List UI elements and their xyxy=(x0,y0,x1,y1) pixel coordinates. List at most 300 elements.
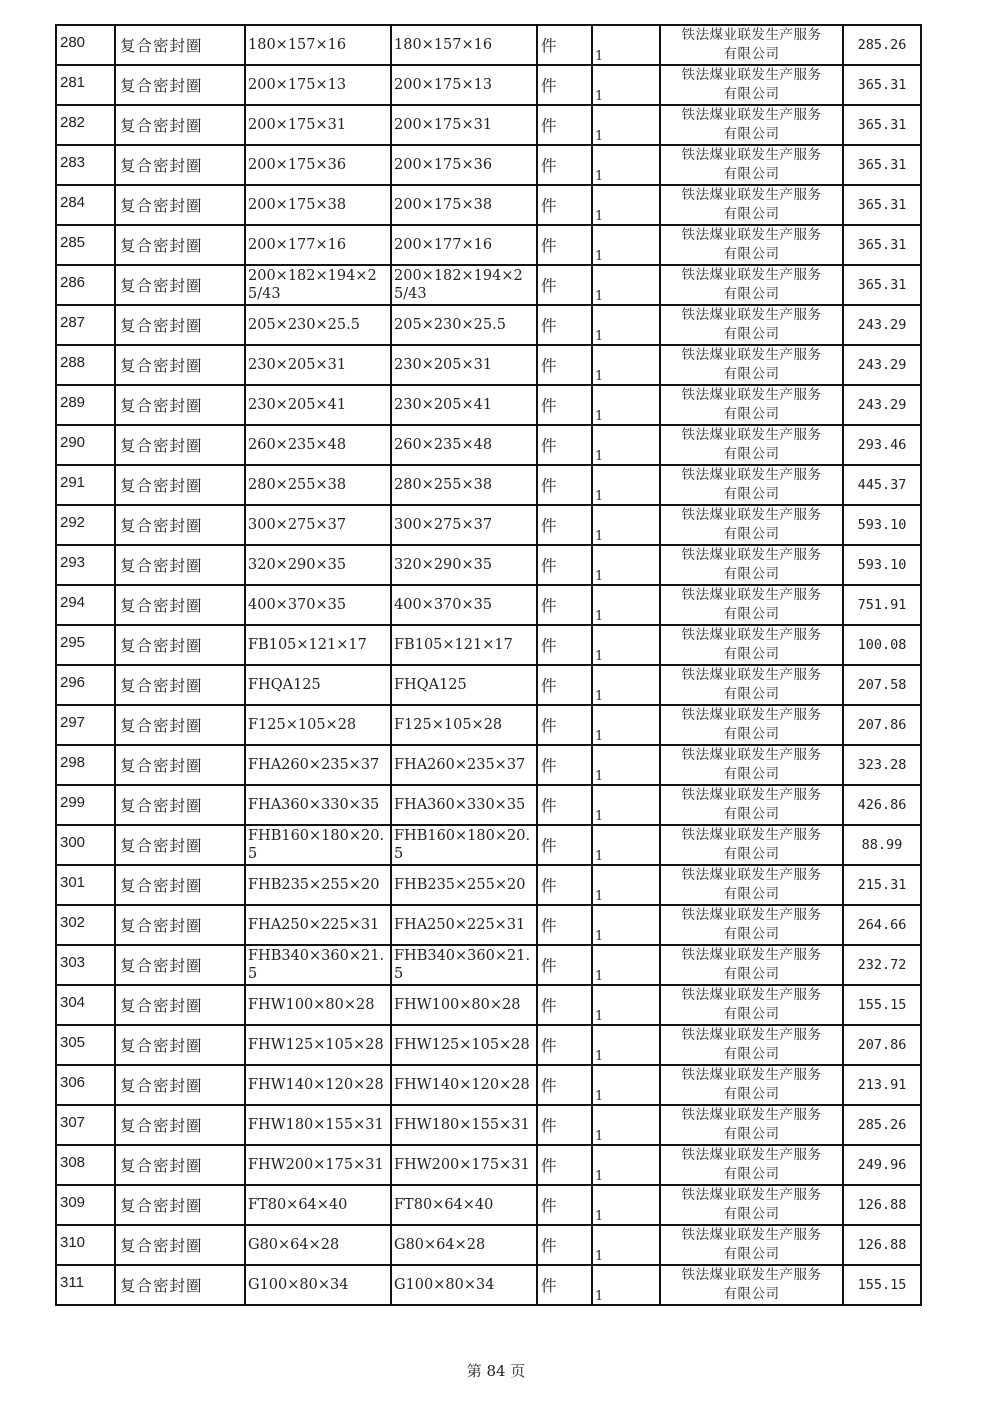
supplier-line-1: 铁法煤业联发生产服务 xyxy=(681,1107,822,1123)
item-unit: 件 xyxy=(541,277,557,295)
row-number-cell xyxy=(56,305,115,345)
unit-cell xyxy=(537,1265,592,1305)
price-cell xyxy=(843,1065,921,1105)
unit-cell xyxy=(537,1025,592,1065)
item-name: 复合密封圈 xyxy=(120,1157,203,1175)
price-cell xyxy=(843,65,921,105)
model-cell xyxy=(391,185,537,225)
supplier-line-1: 铁法煤业联发生产服务 xyxy=(681,1147,822,1163)
item-quantity: 1 xyxy=(595,529,604,544)
supplier-line-1: 铁法煤业联发生产服务 xyxy=(681,1187,822,1203)
supplier-line-2: 有限公司 xyxy=(723,926,780,942)
supplier-line-1: 铁法煤业联发生产服务 xyxy=(681,67,822,83)
item-name-cell xyxy=(115,1105,245,1145)
item-price: 365.31 xyxy=(857,77,907,93)
price-cell xyxy=(843,785,921,825)
row-number-cell xyxy=(56,385,115,425)
row-number: 310 xyxy=(60,1234,86,1251)
price-cell xyxy=(843,1265,921,1305)
item-spec: 180×157×16 xyxy=(248,37,347,53)
item-spec: 200×175×31 xyxy=(248,117,347,133)
supplier-cell xyxy=(660,1145,843,1185)
item-quantity: 1 xyxy=(595,849,604,864)
supplier-cell xyxy=(660,1105,843,1145)
supplier-line-1: 铁法煤业联发生产服务 xyxy=(681,587,822,603)
item-quantity: 1 xyxy=(595,689,604,704)
table-row xyxy=(56,385,921,425)
item-unit: 件 xyxy=(541,157,557,175)
item-name: 复合密封圈 xyxy=(120,437,203,455)
item-model: 200×175×36 xyxy=(394,157,493,173)
quantity-cell xyxy=(592,1065,660,1105)
item-name-cell xyxy=(115,385,245,425)
row-number: 307 xyxy=(60,1114,86,1131)
quantity-cell xyxy=(592,665,660,705)
price-cell xyxy=(843,505,921,545)
item-unit: 件 xyxy=(541,517,557,535)
unit-cell xyxy=(537,385,592,425)
supplier-line-2: 有限公司 xyxy=(723,1046,780,1062)
row-number-cell xyxy=(56,65,115,105)
item-name: 复合密封圈 xyxy=(120,77,203,95)
spec-cell xyxy=(245,1225,391,1265)
item-unit: 件 xyxy=(541,477,557,495)
spec-cell xyxy=(245,425,391,465)
row-number-cell xyxy=(56,265,115,305)
model-cell xyxy=(391,865,537,905)
item-spec: 260×235×48 xyxy=(248,437,347,453)
item-name: 复合密封圈 xyxy=(120,877,203,895)
supplier-line-1: 铁法煤业联发生产服务 xyxy=(681,707,822,723)
spec-cell xyxy=(245,825,391,865)
item-name: 复合密封圈 xyxy=(120,1117,203,1135)
item-price: 365.31 xyxy=(857,117,907,133)
item-name-cell xyxy=(115,225,245,265)
spec-cell xyxy=(245,745,391,785)
item-name: 复合密封圈 xyxy=(120,317,203,335)
supplier-line-1: 铁法煤业联发生产服务 xyxy=(681,747,822,763)
item-quantity: 1 xyxy=(595,809,604,824)
row-number: 281 xyxy=(60,74,86,91)
item-spec: G100×80×34 xyxy=(248,1277,349,1293)
table-row xyxy=(56,945,921,985)
item-name: 复合密封圈 xyxy=(120,597,203,615)
item-spec: F125×105×28 xyxy=(248,717,357,733)
unit-cell xyxy=(537,585,592,625)
item-quantity: 1 xyxy=(595,1289,604,1304)
item-quantity: 1 xyxy=(595,1249,604,1264)
item-name-cell xyxy=(115,145,245,185)
quantity-cell xyxy=(592,1265,660,1305)
supplier-cell xyxy=(660,665,843,705)
quantity-cell xyxy=(592,985,660,1025)
supplier-line-1: 铁法煤业联发生产服务 xyxy=(681,267,822,283)
row-number-cell xyxy=(56,1105,115,1145)
supplier-cell xyxy=(660,1225,843,1265)
item-spec: FHB235×255×20 xyxy=(248,877,380,893)
supplier-line-1: 铁法煤业联发生产服务 xyxy=(681,667,822,683)
model-cell xyxy=(391,945,537,985)
row-number-cell xyxy=(56,945,115,985)
row-number-cell xyxy=(56,665,115,705)
supplier-line-2: 有限公司 xyxy=(723,806,780,822)
quantity-cell xyxy=(592,785,660,825)
model-cell xyxy=(391,305,537,345)
supplier-cell xyxy=(660,385,843,425)
spec-cell xyxy=(245,385,391,425)
supplier-line-1: 铁法煤业联发生产服务 xyxy=(681,947,822,963)
model-cell xyxy=(391,145,537,185)
item-unit: 件 xyxy=(541,1197,557,1215)
item-unit: 件 xyxy=(541,997,557,1015)
row-number-cell xyxy=(56,25,115,65)
item-model: FHW200×175×31 xyxy=(394,1157,530,1173)
unit-cell xyxy=(537,305,592,345)
item-price: 100.08 xyxy=(857,637,907,653)
item-name-cell xyxy=(115,585,245,625)
model-cell xyxy=(391,1185,537,1225)
item-quantity: 1 xyxy=(595,569,604,584)
row-number-cell xyxy=(56,145,115,185)
item-price: 249.96 xyxy=(857,1157,907,1173)
quantity-cell xyxy=(592,105,660,145)
item-model: 200×175×31 xyxy=(394,117,493,133)
supplier-cell xyxy=(660,825,843,865)
unit-cell xyxy=(537,825,592,865)
table-row xyxy=(56,225,921,265)
item-name: 复合密封圈 xyxy=(120,477,203,495)
item-name: 复合密封圈 xyxy=(120,237,203,255)
price-cell xyxy=(843,25,921,65)
price-cell xyxy=(843,825,921,865)
table-row xyxy=(56,65,921,105)
unit-cell xyxy=(537,1185,592,1225)
item-price: 213.91 xyxy=(857,1077,907,1093)
item-quantity: 1 xyxy=(595,969,604,984)
price-cell xyxy=(843,585,921,625)
model-cell xyxy=(391,745,537,785)
supplier-line-1: 铁法煤业联发生产服务 xyxy=(681,787,822,803)
table-row xyxy=(56,25,921,65)
unit-cell xyxy=(537,945,592,985)
quantity-cell xyxy=(592,1145,660,1185)
price-cell xyxy=(843,265,921,305)
spec-cell xyxy=(245,1185,391,1225)
price-cell xyxy=(843,1025,921,1065)
row-number-cell xyxy=(56,1145,115,1185)
model-cell xyxy=(391,1265,537,1305)
item-price: 155.15 xyxy=(857,997,907,1013)
supplier-line-2: 有限公司 xyxy=(723,1206,780,1222)
supplier-cell xyxy=(660,865,843,905)
quantity-cell xyxy=(592,585,660,625)
table-row xyxy=(56,905,921,945)
item-price: 323.28 xyxy=(857,757,907,773)
row-number-cell xyxy=(56,1025,115,1065)
item-model: 320×290×35 xyxy=(394,557,493,573)
item-name: 复合密封圈 xyxy=(120,637,203,655)
item-price: 293.46 xyxy=(857,437,907,453)
supplier-line-1: 铁法煤业联发生产服务 xyxy=(681,1027,822,1043)
item-quantity: 1 xyxy=(595,1209,604,1224)
row-number: 300 xyxy=(60,834,86,851)
supplier-line-1: 铁法煤业联发生产服务 xyxy=(681,427,822,443)
unit-cell xyxy=(537,1225,592,1265)
table-row xyxy=(56,465,921,505)
row-number-cell xyxy=(56,625,115,665)
item-unit: 件 xyxy=(541,837,557,855)
item-price: 126.88 xyxy=(857,1237,907,1253)
table-row xyxy=(56,305,921,345)
quantity-cell xyxy=(592,145,660,185)
item-name-cell xyxy=(115,945,245,985)
item-name-cell xyxy=(115,1065,245,1105)
supplier-line-1: 铁法煤业联发生产服务 xyxy=(681,307,822,323)
supplier-line-2: 有限公司 xyxy=(723,1286,780,1302)
row-number: 304 xyxy=(60,994,86,1011)
table-row xyxy=(56,545,921,585)
price-cell xyxy=(843,625,921,665)
supplier-cell xyxy=(660,545,843,585)
supplier-line-2: 有限公司 xyxy=(723,166,780,182)
item-name: 复合密封圈 xyxy=(120,677,203,695)
price-cell xyxy=(843,185,921,225)
price-cell xyxy=(843,1105,921,1145)
item-unit: 件 xyxy=(541,677,557,695)
item-model: 200×175×13 xyxy=(394,77,493,93)
unit-cell xyxy=(537,785,592,825)
supplier-cell xyxy=(660,1065,843,1105)
supplier-cell xyxy=(660,585,843,625)
supplier-cell xyxy=(660,65,843,105)
item-price: 215.31 xyxy=(857,877,907,893)
spec-cell xyxy=(245,185,391,225)
item-model: 180×157×16 xyxy=(394,37,493,53)
spec-cell xyxy=(245,545,391,585)
row-number-cell xyxy=(56,225,115,265)
item-name: 复合密封圈 xyxy=(120,1037,203,1055)
item-name: 复合密封圈 xyxy=(120,997,203,1015)
spec-cell xyxy=(245,25,391,65)
item-price: 207.86 xyxy=(857,717,907,733)
item-spec: 300×275×37 xyxy=(248,517,347,533)
item-unit: 件 xyxy=(541,557,557,575)
supplier-line-2: 有限公司 xyxy=(723,1126,780,1142)
item-price: 285.26 xyxy=(857,1117,907,1133)
item-spec: FHA360×330×35 xyxy=(248,797,380,813)
supplier-line-2: 有限公司 xyxy=(723,326,780,342)
supplier-line-2: 有限公司 xyxy=(723,686,780,702)
model-cell xyxy=(391,505,537,545)
supplier-line-1: 铁法煤业联发生产服务 xyxy=(681,867,822,883)
item-model: FHW140×120×28 xyxy=(394,1077,530,1093)
item-price: 751.91 xyxy=(857,597,907,613)
unit-cell xyxy=(537,665,592,705)
spec-cell xyxy=(245,505,391,545)
unit-cell xyxy=(537,25,592,65)
supplier-line-2: 有限公司 xyxy=(723,1086,780,1102)
supplier-cell xyxy=(660,505,843,545)
price-cell xyxy=(843,905,921,945)
item-spec: 230×205×31 xyxy=(248,357,347,373)
item-quantity: 1 xyxy=(595,289,604,304)
row-number: 295 xyxy=(60,634,86,651)
row-number: 294 xyxy=(60,594,86,611)
item-quantity: 1 xyxy=(595,449,604,464)
unit-cell xyxy=(537,865,592,905)
row-number-cell xyxy=(56,1225,115,1265)
item-quantity: 1 xyxy=(595,1009,604,1024)
quantity-cell xyxy=(592,1225,660,1265)
supplier-line-2: 有限公司 xyxy=(723,646,780,662)
item-name-cell xyxy=(115,825,245,865)
item-unit: 件 xyxy=(541,237,557,255)
item-model: FHB160×180×20.5 xyxy=(394,828,531,862)
item-name-cell xyxy=(115,185,245,225)
table-row xyxy=(56,825,921,865)
item-name-cell xyxy=(115,745,245,785)
item-unit: 件 xyxy=(541,1077,557,1095)
item-model: G100×80×34 xyxy=(394,1277,495,1293)
item-name-cell xyxy=(115,505,245,545)
item-quantity: 1 xyxy=(595,1089,604,1104)
spec-cell xyxy=(245,65,391,105)
item-unit: 件 xyxy=(541,877,557,895)
supplier-line-2: 有限公司 xyxy=(723,246,780,262)
row-number: 285 xyxy=(60,234,86,251)
table-row xyxy=(56,185,921,225)
quantity-cell xyxy=(592,305,660,345)
item-name-cell xyxy=(115,105,245,145)
row-number-cell xyxy=(56,985,115,1025)
price-cell xyxy=(843,985,921,1025)
model-cell xyxy=(391,625,537,665)
supplier-line-1: 铁法煤业联发生产服务 xyxy=(681,1267,822,1283)
quantity-cell xyxy=(592,425,660,465)
item-unit: 件 xyxy=(541,1157,557,1175)
item-unit: 件 xyxy=(541,397,557,415)
spec-cell xyxy=(245,705,391,745)
item-name-cell xyxy=(115,65,245,105)
row-number: 296 xyxy=(60,674,86,691)
spec-cell xyxy=(245,265,391,305)
item-spec: FHW140×120×28 xyxy=(248,1077,384,1093)
item-price: 426.86 xyxy=(857,797,907,813)
unit-cell xyxy=(537,145,592,185)
price-cell xyxy=(843,145,921,185)
item-unit: 件 xyxy=(541,437,557,455)
row-number-cell xyxy=(56,745,115,785)
item-name-cell xyxy=(115,985,245,1025)
supplier-line-2: 有限公司 xyxy=(723,846,780,862)
quantity-cell xyxy=(592,825,660,865)
supplier-line-1: 铁法煤业联发生产服务 xyxy=(681,1227,822,1243)
model-cell xyxy=(391,1105,537,1145)
item-unit: 件 xyxy=(541,1277,557,1295)
row-number: 283 xyxy=(60,154,86,171)
unit-cell xyxy=(537,705,592,745)
item-unit: 件 xyxy=(541,197,557,215)
row-number: 301 xyxy=(60,874,86,891)
item-spec: 200×182×194×25/43 xyxy=(248,268,377,302)
item-model: FHQA125 xyxy=(394,677,467,693)
supplier-line-2: 有限公司 xyxy=(723,286,780,302)
model-cell xyxy=(391,585,537,625)
supplier-cell xyxy=(660,185,843,225)
item-model: FHW100×80×28 xyxy=(394,997,521,1013)
supplier-line-1: 铁法煤业联发生产服务 xyxy=(681,107,822,123)
item-quantity: 1 xyxy=(595,609,604,624)
supplier-line-2: 有限公司 xyxy=(723,526,780,542)
table-row xyxy=(56,1065,921,1105)
item-name-cell xyxy=(115,25,245,65)
supplier-line-2: 有限公司 xyxy=(723,886,780,902)
supplier-line-2: 有限公司 xyxy=(723,566,780,582)
spec-cell xyxy=(245,1025,391,1065)
item-name: 复合密封圈 xyxy=(120,1197,203,1215)
supplier-line-2: 有限公司 xyxy=(723,126,780,142)
item-model: 300×275×37 xyxy=(394,517,493,533)
supplier-cell xyxy=(660,985,843,1025)
item-model: FHW180×155×31 xyxy=(394,1117,530,1133)
item-spec: FT80×64×40 xyxy=(248,1197,348,1213)
item-model: FHB340×360×21.5 xyxy=(394,948,531,982)
quantity-cell xyxy=(592,505,660,545)
supplier-line-1: 铁法煤业联发生产服务 xyxy=(681,387,822,403)
item-name: 复合密封圈 xyxy=(120,837,203,855)
table-row xyxy=(56,745,921,785)
item-spec: FHW200×175×31 xyxy=(248,1157,384,1173)
row-number-cell xyxy=(56,505,115,545)
quantity-cell xyxy=(592,1185,660,1225)
spec-cell xyxy=(245,785,391,825)
item-price: 207.58 xyxy=(857,677,907,693)
item-quantity: 1 xyxy=(595,169,604,184)
model-cell xyxy=(391,225,537,265)
item-name-cell xyxy=(115,265,245,305)
price-cell xyxy=(843,1225,921,1265)
unit-cell xyxy=(537,505,592,545)
unit-cell xyxy=(537,625,592,665)
spec-cell xyxy=(245,1265,391,1305)
table-row xyxy=(56,865,921,905)
supplier-line-1: 铁法煤业联发生产服务 xyxy=(681,187,822,203)
supplier-line-2: 有限公司 xyxy=(723,446,780,462)
item-price: 243.29 xyxy=(857,397,907,413)
supplier-cell xyxy=(660,1025,843,1065)
unit-cell xyxy=(537,545,592,585)
supplier-line-1: 铁法煤业联发生产服务 xyxy=(681,227,822,243)
item-name-cell xyxy=(115,865,245,905)
item-price: 155.15 xyxy=(857,1277,907,1293)
quantity-cell xyxy=(592,945,660,985)
item-quantity: 1 xyxy=(595,209,604,224)
item-spec: FHA250×225×31 xyxy=(248,917,380,933)
spec-cell xyxy=(245,1105,391,1145)
item-spec: 230×205×41 xyxy=(248,397,347,413)
spec-cell xyxy=(245,905,391,945)
item-quantity: 1 xyxy=(595,329,604,344)
model-cell xyxy=(391,825,537,865)
item-name-cell xyxy=(115,545,245,585)
price-cell xyxy=(843,1185,921,1225)
supplier-cell xyxy=(660,1265,843,1305)
row-number-cell xyxy=(56,1185,115,1225)
item-name: 复合密封圈 xyxy=(120,1277,203,1295)
quantity-cell xyxy=(592,1025,660,1065)
item-quantity: 1 xyxy=(595,489,604,504)
spec-cell xyxy=(245,145,391,185)
